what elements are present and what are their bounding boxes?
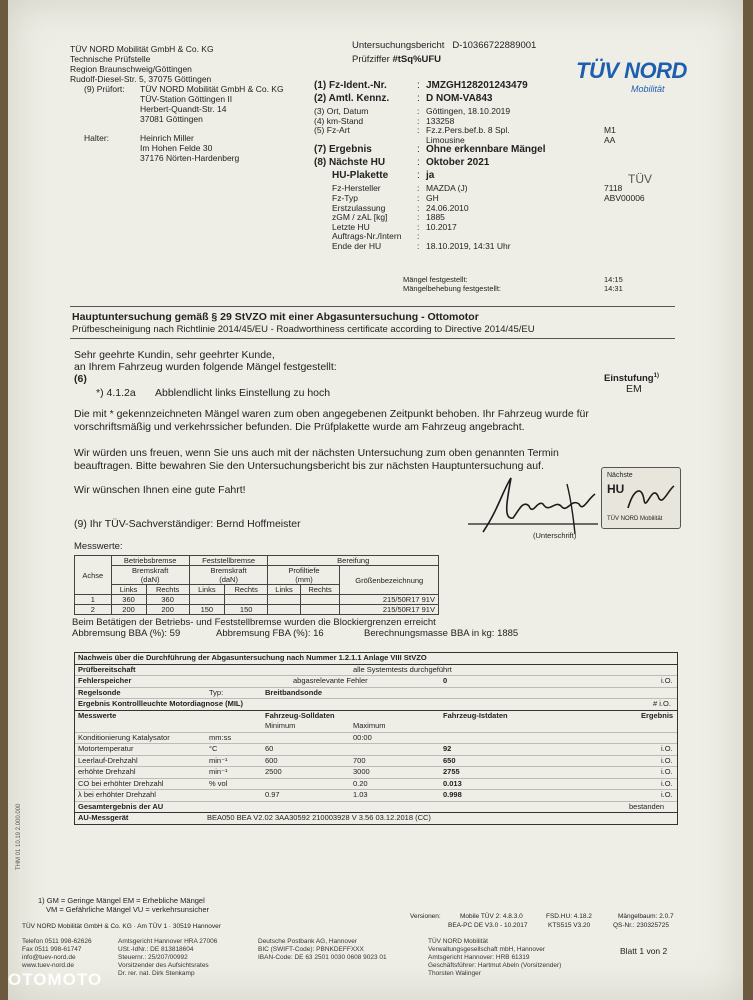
au-measurement-row: [75, 744, 677, 756]
maengelbehebung-time: 14:31: [604, 284, 623, 293]
versions-label: Versionen:: [410, 913, 441, 920]
au-cell-unit: °C: [209, 744, 218, 753]
au-cell-ist: 92: [443, 744, 452, 753]
au-cell-min: 60: [265, 744, 274, 753]
greeting: Sehr geehrte Kundin, sehr geehrter Kunde,: [74, 349, 275, 361]
field-value: 133258: [426, 115, 455, 126]
au-cell-max: 00:00: [353, 732, 372, 742]
issuer-address: TÜV NORD Mobilität GmbH & Co. KG Technische Prüfstelle Region Braunschweig/Göttingen Rudolf-Diesel-Str. 5, 37075 Göttingen: [70, 44, 214, 84]
au-cell-name: Konditionierung Katalysator: [78, 732, 170, 742]
divider: [70, 306, 675, 307]
fba-value: Abbremsung FBA (%): 16: [216, 628, 324, 639]
paragraph-2-line-2: beauftragen. Bitte bewahren Sie den Untersuchungsbericht bis zur nächsten Hauptuntersuchung auf.: [74, 460, 544, 472]
au-row-mil: Ergebnis Kontrollleuchte Motordiagnose (MIL) # i.O.: [75, 699, 677, 711]
field-value: JMZGH128201243479: [426, 80, 528, 91]
field-label: (7) Ergebnis: [314, 144, 372, 156]
au-measurement-row: [75, 733, 677, 745]
au-cell-max: 0.20: [353, 778, 368, 788]
paragraph-1-line-2: vorschriftsmäßig und verkehrssicher befunden. Die Prüfplakette wurde am Fahrzeug angebracht.: [74, 421, 525, 433]
au-cell-unit: % vol: [209, 778, 228, 788]
legend-line-2: VM = Gefährliche Mängel VU = verkehrsunsicher: [46, 905, 209, 914]
col-bereifung: Bereifung: [268, 556, 439, 566]
table-row: 2 200 200 150 150 215/50R17 91V: [75, 605, 439, 615]
tuev-mark: TÜV: [628, 172, 652, 186]
version-6: QS-Nr.: 230325725: [613, 922, 670, 929]
field-value: MAZDA (J): [426, 183, 468, 194]
field-value: GH: [426, 193, 439, 203]
maengelbehebung: Mängelbehebung festgestellt:: [403, 284, 501, 293]
intro: an Ihrem Fahrzeug wurden folgende Mängel festgestellt:: [74, 361, 337, 373]
halter-label: Halter:: [84, 133, 110, 143]
einstufung-label: Einstufung$^{1)}$: [604, 373, 659, 385]
au-cell-min: 600: [265, 755, 278, 765]
field-extra: ABV00006: [604, 193, 645, 203]
au-measurement-rows: [75, 733, 677, 802]
au-row-geraet: AU-Messgerät BEA050 BEA V2.02 3AA30592 210003928 V 3.56 03.12.2018 (CC): [78, 813, 431, 822]
legend-line-1: 1) GM = Geringe Mängel EM = Erhebliche Mängel: [38, 896, 205, 905]
field-value: 1885: [426, 212, 445, 223]
au-cell-unit: min⁻¹: [209, 767, 228, 776]
signature: [463, 470, 603, 540]
field-label: (3) Ort, Datum: [314, 106, 369, 116]
pruefort-address: TÜV NORD Mobilität GmbH & Co. KG TÜV-Station Göttingen II Herbert-Quandt-Str. 14 37081 Göttingen: [140, 84, 284, 124]
au-cell-max: 700: [353, 755, 366, 765]
pruefziffer-line: Prüfziffer #tSq%UFU: [352, 54, 442, 65]
main-heading: Hauptuntersuchung gemäß § 29 StVZO mit einer Abgasuntersuchung - Ottomotor: [72, 311, 479, 323]
side-form-code: THM 01 10.19 2.000.000: [16, 803, 22, 870]
au-table: [74, 652, 678, 825]
field-label: Letzte HU: [332, 221, 370, 232]
au-cell-res: i.O.: [661, 744, 673, 753]
brake-table: Achse Betriebsbremse Feststellbremse Bereifung Bremskraft (daN) Bremskraft (daN) Profiltiefe (mm) Größenbezeichnung Links Rechts Links Rechts Links Rechts 1 360 360 215/50R17 91V 2 200 200 150 150 215/50R17 91V: [74, 555, 439, 615]
brake-note: Beim Betätigen der Betriebs- und Feststellbremse wurden die Blockiergrenzen erreicht: [72, 617, 436, 628]
au-row-regel: Regelsonde Typ: Breitbandsonde: [75, 688, 677, 700]
field-label: Erstzulassung: [332, 202, 386, 213]
field-value: Fz.z.Pers.bef.b. 8 Spl.: [426, 125, 510, 136]
au-title-row: Nachweis über die Durchführung der Abgasuntersuchung nach Nummer 1.2.1.1 Anlage VIII StVZO: [75, 653, 677, 665]
au-cell-res: i.O.: [661, 767, 673, 776]
field-label: (1) Fz-Ident.-Nr.: [314, 80, 387, 91]
au-cell-name: Motortemperatur: [78, 744, 134, 753]
field-value: Oktober 2021: [426, 157, 490, 169]
field-label: (4) km-Stand: [314, 115, 364, 126]
divider: [70, 338, 675, 339]
field-value: 10.2017: [426, 221, 457, 232]
main-subheading: Prüfbescheinigung nach Richtlinie 2014/45/EU - Roadworthiness certificate according to Directive 2014/45/EU: [72, 324, 535, 335]
field-value: 18.10.2019, 14:31 Uhr: [426, 241, 511, 251]
au-row-pruef: Prüfbereitschaft alle Systemtests durchgeführt: [75, 665, 677, 677]
field-label: Fz-Typ: [332, 193, 358, 203]
au-cell-unit: mm:ss: [209, 732, 232, 742]
closing: Wir wünschen Ihnen eine gute Fahrt!: [74, 484, 246, 496]
field-label: (8) Nächste HU: [314, 157, 386, 169]
footer-company: TÜV NORD Mobilität GmbH & Co. KG · Am TÜV 1 · 30519 Hannover: [22, 923, 221, 930]
col-achse: Achse: [75, 556, 112, 595]
masse-value: Berechnungsmasse BBA in kg: 1885: [364, 628, 519, 639]
hu-stamp: Nächste HU TÜV NORD Mobilität: [601, 467, 681, 529]
col-fest: Feststellbremse: [189, 556, 268, 566]
messwerte-title: Messwerte:: [74, 541, 123, 552]
au-cell-max: 1.03: [353, 790, 368, 799]
document-page: TÜV NORD Mobilität GmbH & Co. KG Technische Prüfstelle Region Braunschweig/Göttingen Rudolf-Diesel-Str. 5, 37075 Göttingen (9) Prüfort: TÜV NORD Mobilität GmbH & Co. KG TÜV-Station Göttingen II Herbert-Quandt-Str. 14 37081 Göttingen Halter: Heinrich Miller Im Hohen Felde 30 37176 Nörten-Hardenberg Untersuchungsbericht D-10366722889001 Prüfziffer #tSq%UFU TÜV NORD Mobilität TÜV (1) Fz-Ident.-Nr. : JMZGH128201243479 (2) Amtl. Kennz. : D NOM-VA843 (3) Ort, Datum : Göttingen, 18.10.2019 (4) km-Stand : 133258 (5) Fz-Art : Fz.z.Pers.bef.b. 8 Spl. M1 Limousine AA (7) Ergebnis : Ohne erkennbare Mängel (8) Nächste HU : Oktober 2021 HU-Plakette : ja Fz-Hersteller : MAZDA (J) 7118 Fz-Typ : GH ABV00006 Erstzulassung : 24.06.2010 zGM / zAL [kg] : 1885 Letzte HU : 10.2017 Auftrags-Nr./Intern : Ende der HU : 18.10.2019, 14:31 Uhr Mängel festgestellt: 14:15 Mängelbehebung festgestellt: 14:31 Hauptuntersuchung gemäß § 29 StVZO mit einer Abgasuntersuchung - Ottomotor Prüfbescheinigung nach Richtlinie 2014/45/EU - Roadworthiness certificate according to Directive 2014/45/EU Sehr geehrte Kundin, sehr geehrter Kunde, an Ihrem Fahrzeug wurden folgende Mängel festgestellt: (6) Einstufung$^{1)}$ *) 4.1.2a Abblendlicht links Einstellung zu hoch EM Die mit * gekennzeichneten Mängel waren zum oben angegebenen Zeitpunkt behoben. Ihr Fahrzeug wurde für vorschriftsmäßig und verkehrssicher befunden. Die Prüfplakette wurde am Fahrzeug angebracht. Wir würden uns freuen, wenn Sie uns auch mit der nächsten Untersuchung zum oben genannten Termin beauftragen. Bitte bewahren Sie den Untersuchungsbericht bis zur nächsten Hauptuntersuchung auf. Wir wünschen Ihnen eine gute Fahrt! (9) Ihr TÜV-Sachverständiger: Bernd Hoffmeister (Unterschrift) Nächste HU TÜV NORD Mobilität Messwerte: Achse Betriebsbremse Feststellbremse Bereifung Bremskraft (daN) Bremskraft (daN) Profiltiefe (mm) Größenbezeichnung Links Rechts Links Rechts Links Rechts 1 360 360 215/50R17 91V 2 200 200 150 150 215/50R17 91V Beim Betätigen der Betriebs- und Feststellbremse wurden die Blockiergrenzen erreicht Abbremsung BBA (%): 59 Abbremsung FBA (%): 16 Berechnungsmasse BBA in kg: 1885 Nachweis über die Durchführung der Abgasuntersuchung nach Nummer 1.2.1.1 Anlage VIII StVZO Prüfbereitschaft alle Systemtests durchgeführt Fehlerspeicher abgasrelevante Fehler 0 i.O. Regelsonde Typ: Breitbandsonde Ergebnis Kontrollleuchte Motordiagnose (MIL) # i.O. Messwerte Fahrzeug-Solldaten Fahrzeug-Istdaten Ergebnis Minimum Maximum Konditionierung Katalysator mm:ss 00:00 Motortemperatur °C 60 92 i.O. Leerlauf-Drehzahl min⁻¹ 600 700 650 i.O. erhöhte Drehzahl min⁻¹ 2500 3000 2755 i.O. CO bei erhöhter Drehzahl % vol 0.20 0.013 i.O. λ bei erhöhter Drehzahl 0.97 1.03 0.998 i.O. Gesamtergebnis der AU bestanden AU-Messgerät BEA050 BEA V2.02 3AA30592 210003928 V 3.56 03.12.2018 (CC) THM 01 10.19 2.000.000 1) GM = Geringe Mängel EM = Erhebliche Mängel VM = Gefährliche Mängel VU = verkehrsunsicher Versionen: Mobile TÜV 2: 4.8.3.0 FSD.HU: 4.18.2 Mängelbaum: 2.0.7 BEA-PC DE V3.0 - 10.2017 KTS515 V3.20 QS-Nr.: 230325725 TÜV NORD Mobilität GmbH & Co. KG · Am TÜV 1 · 30519 Hannover Telefon 0511 998-62626 Fax 0511 998-61747 info@tuev-nord.de www.tuev-nord.de Amtsgericht Hannover HRA 27006 USt.-IdNr.: DE 813818604 Steuernr.: 25/207/00992 Vorsitzender des Aufsichtsrates Dr. rer. nat. Dirk Stenkamp Deutsche Postbank AG, Hannover BIC (SWIFT-Code): PBNKDEFFXXX IBAN-Code: DE 63 2501 0030 0608 9023 01 TÜV NORD Mobilität Verwaltungsgesellschaft mbH, Hannover Amtsgericht Hannover: HRB 61319 Geschäftsführer: Hartmut Abeln (Vorsitzender) Thorsten Walinger Blatt 1 von 2: [8, 0, 743, 1000]
footer-bank: Deutsche Postbank AG, Hannover BIC (SWIFT-Code): PBNKDEFFXXX IBAN-Code: DE 63 2501 0030 0608 9023 01: [258, 938, 387, 961]
maengel-festgestellt: Mängel festgestellt:: [403, 275, 468, 284]
au-cell-name: CO bei erhöhter Drehzahl: [78, 778, 164, 788]
field-value: Göttingen, 18.10.2019: [426, 106, 511, 116]
au-cell-unit: min⁻¹: [209, 755, 228, 765]
footer-register: Amtsgericht Hannover HRA 27006 USt.-IdNr.: DE 813818604 Steuernr.: 25/207/00992 Vorsitzender des Aufsichtsrates Dr. rer. nat. Dirk Stenkamp: [118, 938, 218, 977]
field-value: Ohne erkennbare Mängel: [426, 144, 546, 156]
field-extra: 7118: [604, 183, 623, 194]
field-value: D NOM-VA843: [426, 93, 493, 104]
version-1: Mobile TÜV 2: 4.8.3.0: [460, 913, 523, 920]
field-label: (5) Fz-Art: [314, 125, 350, 136]
field-label: HU-Plakette: [332, 170, 389, 182]
tuev-nord-logo-sub: Mobilität: [631, 84, 665, 94]
au-cell-name: erhöhte Drehzahl: [78, 767, 136, 776]
au-row-gesamt: Gesamtergebnis der AU bestanden: [75, 802, 677, 814]
field-label: (2) Amtl. Kennz.: [314, 93, 390, 104]
defect-text: Abblendlicht links Einstellung zu hoch: [155, 387, 331, 399]
version-2: FSD.HU: 4.18.2: [546, 913, 592, 920]
footer-management: TÜV NORD Mobilität Verwaltungsgesellschaft mbH, Hannover Amtsgericht Hannover: HRB 61319 Geschäftsführer: Hartmut Abeln (Vorsitzender) Thorsten Walinger: [428, 938, 562, 977]
defect-class: EM: [626, 383, 642, 395]
field-value: 24.06.2010: [426, 202, 469, 213]
au-cell-res: i.O.: [661, 755, 673, 765]
field-label: zGM / zAL [kg]: [332, 212, 388, 223]
au-cell-min: 0.97: [265, 790, 280, 799]
bba-value: Abbremsung BBA (%): 59: [72, 628, 181, 639]
expert-name: (9) Ihr TÜV-Sachverständiger: Bernd Hoffmeister: [74, 518, 301, 530]
au-subheader-row: Minimum Maximum: [75, 721, 677, 733]
field-extra: AA: [604, 134, 616, 145]
field-value: ja: [426, 170, 435, 182]
defect-code: *) 4.1.2a: [96, 387, 136, 399]
field-extra: M1: [604, 125, 616, 136]
report-title-line: Untersuchungsbericht D-10366722889001: [352, 40, 537, 51]
field-label: Fz-Hersteller: [332, 183, 381, 194]
paragraph-1-line-1: Die mit * gekennzeichneten Mängel waren zum oben angegebenen Zeitpunkt behoben. Ihr Fahrzeug wurde für: [74, 408, 589, 420]
au-measurement-row: [75, 756, 677, 768]
version-3: Mängelbaum: 2.0.7: [618, 913, 674, 920]
tuev-nord-logo: TÜV NORD: [576, 58, 687, 83]
paragraph-2-line-1: Wir würden uns freuen, wenn Sie uns auch mit der nächsten Untersuchung zum oben genannten Termin: [74, 447, 559, 459]
col-betrieb: Betriebsbremse: [111, 556, 189, 566]
au-cell-ist: 0.998: [443, 790, 462, 799]
field-label: Auftrags-Nr./Intern: [332, 231, 402, 242]
page-number: Blatt 1 von 2: [620, 946, 668, 956]
maengel-festgestellt-time: 14:15: [604, 275, 623, 284]
au-cell-res: i.O.: [661, 778, 673, 788]
au-cell-ist: 650: [443, 755, 456, 765]
au-cell-name: Leerlauf-Drehzahl: [78, 755, 138, 765]
au-cell-min: 2500: [265, 767, 282, 776]
au-measurement-row: [75, 779, 677, 791]
field-label: Ende der HU: [332, 241, 382, 251]
au-cell-max: 3000: [353, 767, 370, 776]
au-cell-ist: 0.013: [443, 778, 462, 788]
watermark-logo: OTOMOTO: [8, 970, 103, 989]
halter-address: Heinrich Miller Im Hohen Felde 30 37176 Nörten-Hardenberg: [140, 133, 240, 163]
footer-contact: Telefon 0511 998-62626 Fax 0511 998-61747 info@tuev-nord.de www.tuev-nord.de: [22, 938, 92, 969]
au-row-fehler: Fehlerspeicher abgasrelevante Fehler 0 i.O.: [75, 676, 677, 688]
version-4: BEA-PC DE V3.0 - 10.2017: [448, 922, 528, 929]
table-row: 1 360 360 215/50R17 91V: [75, 595, 439, 605]
au-cell-ist: 2755: [443, 767, 460, 776]
au-measurement-row: [75, 767, 677, 779]
section-number: (6): [74, 373, 87, 385]
au-header-row: Messwerte Fahrzeug-Solldaten Fahrzeug-Istdaten Ergebnis: [78, 710, 674, 720]
au-cell-name: λ bei erhöhter Drehzahl: [78, 790, 156, 799]
field-value: Limousine: [426, 134, 465, 145]
version-5: KTS515 V3.20: [548, 922, 591, 929]
au-cell-res: i.O.: [661, 790, 673, 799]
pruefort-label: (9) Prüfort:: [84, 84, 125, 94]
signature-label: (Unterschrift): [533, 531, 577, 540]
au-measurement-row: [75, 790, 677, 802]
